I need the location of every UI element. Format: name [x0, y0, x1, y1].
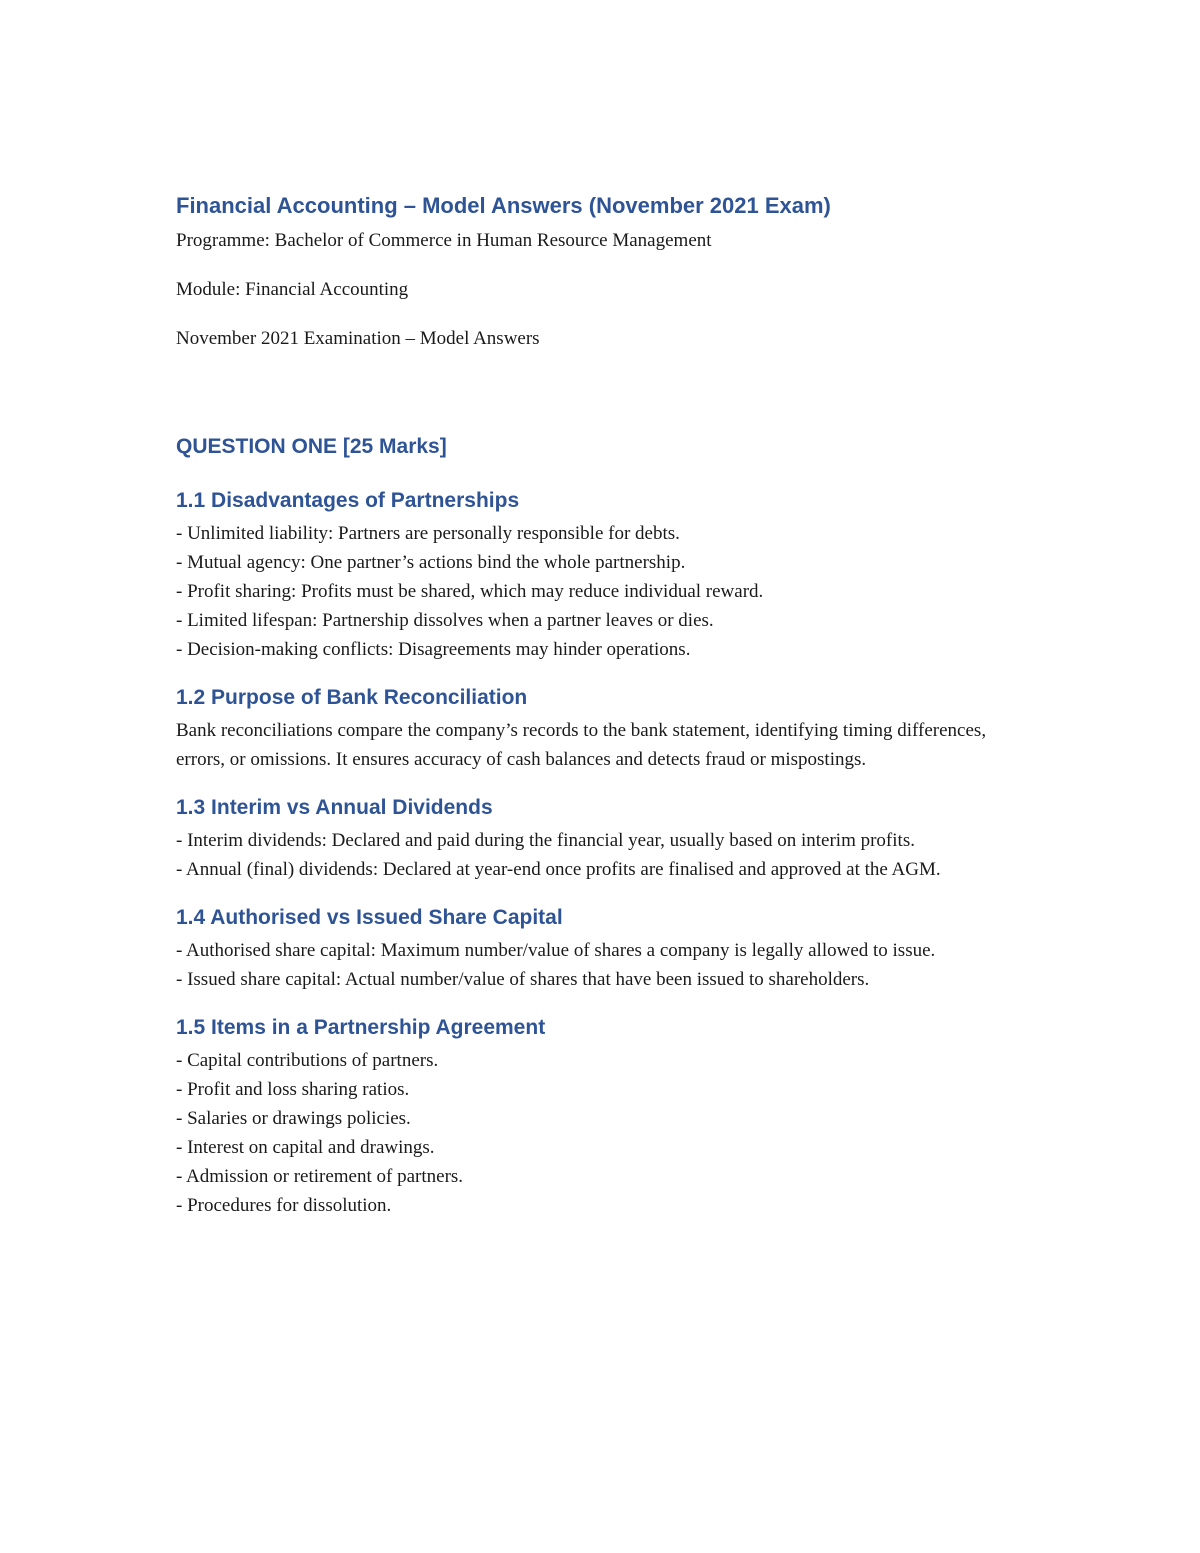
programme-line: Programme: Bachelor of Commerce in Human Resource Management — [176, 230, 712, 251]
section-bank-reconciliation — [176, 683, 1036, 774]
list-item: - Profit sharing: Profits must be shared, which may reduce individual reward. — [176, 581, 764, 602]
document-title: Financial Accounting – Model Answers (November 2021 Exam) — [176, 193, 831, 218]
list-item: - Limited lifespan: Partnership dissolves when a partner leaves or dies. — [176, 610, 714, 631]
section-authorised-vs-issued-share-capital — [176, 903, 1036, 994]
section-partnership-agreement-items — [176, 1013, 1036, 1220]
list-item: - Interest on capital and drawings. — [176, 1137, 435, 1158]
paragraph: Bank reconciliations compare the company’s records to the bank statement, identifying timing differences, errors, or omissions. It ensures accuracy of cash balances and detects fraud or mispostings. — [176, 720, 987, 770]
document-content — [176, 190, 1036, 1220]
list-item: - Admission or retirement of partners. — [176, 1166, 464, 1187]
section-heading: 1.3 Interim vs Annual Dividends — [176, 796, 493, 819]
section-heading: 1.1 Disadvantages of Partnerships — [176, 489, 520, 512]
list-item: - Authorised share capital: Maximum number/value of shares a company is legally allowed to issue. — [176, 940, 936, 961]
list-item: - Unlimited liability: Partners are personally responsible for debts. — [176, 523, 680, 544]
list-item: - Profit and loss sharing ratios. — [176, 1079, 410, 1100]
list-item: - Salaries or drawings policies. — [176, 1108, 411, 1129]
list-item: - Decision-making conflicts: Disagreements may hinder operations. — [176, 639, 691, 660]
section-interim-vs-annual-dividends — [176, 793, 1036, 884]
list-item: - Mutual agency: One partner’s actions bind the whole partnership. — [176, 552, 686, 573]
section-disadvantages-of-partnerships — [176, 486, 1036, 664]
question-one-heading: QUESTION ONE [25 Marks] — [176, 435, 447, 458]
exam-line: November 2021 Examination – Model Answers — [176, 328, 540, 349]
list-item: - Procedures for dissolution. — [176, 1195, 392, 1216]
section-heading: 1.5 Items in a Partnership Agreement — [176, 1016, 546, 1039]
module-line: Module: Financial Accounting — [176, 279, 409, 300]
list-item: - Interim dividends: Declared and paid during the financial year, usually based on interim profits. — [176, 830, 915, 851]
list-item: - Capital contributions of partners. — [176, 1050, 439, 1071]
section-heading: 1.2 Purpose of Bank Reconciliation — [176, 686, 528, 709]
list-item: - Issued share capital: Actual number/value of shares that have been issued to shareholders. — [176, 969, 870, 990]
list-item: - Annual (final) dividends: Declared at year-end once profits are finalised and approved at the AGM. — [176, 859, 941, 880]
section-heading: 1.4 Authorised vs Issued Share Capital — [176, 906, 563, 929]
